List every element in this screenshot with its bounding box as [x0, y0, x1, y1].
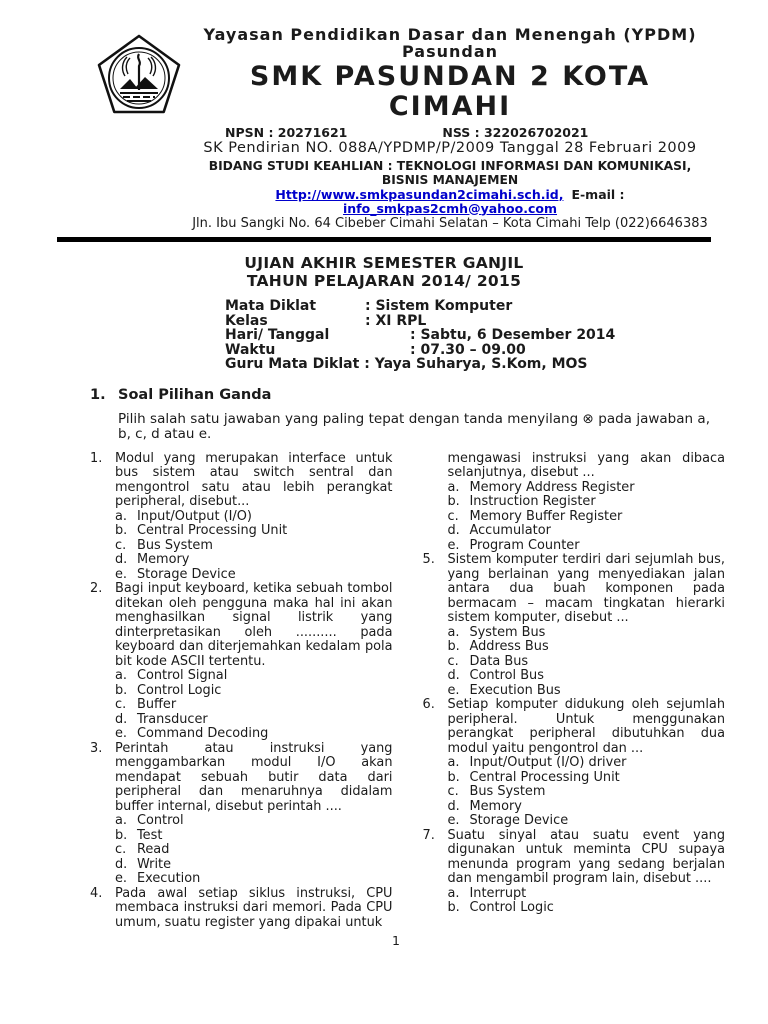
option-text: Bus System	[469, 784, 546, 800]
option-item	[115, 872, 393, 887]
nss-number: NSS : 322026702021	[442, 125, 589, 140]
foundation-name-line2: Pasundan	[401, 42, 499, 61]
options-list	[448, 756, 726, 829]
website-link[interactable]: Http://www.smkpasundan2cimahi.sch.id,	[275, 186, 564, 202]
option-text: Memory	[469, 798, 522, 814]
question-number: 2.	[90, 581, 103, 597]
question-text: Pada awal setiap siklus instruksi, CPU membaca instruksi dari memori. Pada CPU umum, suatu register yang dipakai untuk	[115, 885, 393, 930]
option-item	[448, 640, 726, 655]
option-text: Command Decoding	[137, 726, 269, 742]
question-text: Setiap komputer didukung oleh sejumlah peripheral. Untuk menggunakan perangkat peripheral dibutuhkan dua modul yaitu pengontrol dan ...	[447, 697, 725, 756]
question-body	[448, 829, 726, 916]
meta-row-mata-diklat	[225, 299, 768, 314]
option-letter: a.	[447, 755, 460, 771]
questions-area	[90, 452, 725, 931]
option-text: Execution	[137, 871, 201, 887]
question-item	[90, 452, 393, 583]
option-text: Control Signal	[137, 668, 228, 684]
foundation-name-line1: Yayasan Pendidikan Dasar dan Menengah (YPDM)	[203, 25, 697, 44]
question-item	[423, 553, 726, 698]
meta-row-kelas	[225, 314, 768, 329]
section-number: 1.	[90, 386, 106, 403]
question-body	[115, 742, 393, 887]
option-item	[448, 684, 726, 699]
options-list	[115, 510, 393, 583]
options-list	[448, 626, 726, 699]
section-title: Soal Pilihan Ganda	[118, 386, 272, 403]
option-letter: e.	[115, 726, 128, 742]
option-item	[448, 655, 726, 670]
option-text: Control	[137, 813, 184, 829]
option-letter: d.	[447, 523, 460, 539]
question-number	[423, 452, 448, 554]
option-item	[115, 727, 393, 742]
page-number: 1	[392, 933, 400, 949]
option-letter: b.	[447, 494, 460, 510]
question-text: Suatu sinyal atau suatu event yang digunakan untuk meminta CPU supaya menunda program yang sedang berjalan dan mengambil program lain, disebut ....	[447, 827, 725, 887]
option-letter: b.	[447, 769, 460, 785]
option-item	[448, 901, 726, 916]
exam-title	[0, 254, 768, 290]
question-body	[115, 887, 393, 931]
letterhead	[0, 26, 768, 231]
option-letter: b.	[115, 523, 128, 539]
option-letter: a.	[115, 668, 127, 684]
question-item	[423, 829, 726, 916]
questions-column-right	[423, 452, 726, 931]
option-item	[448, 800, 726, 815]
meta-row-waktu	[225, 343, 768, 358]
option-letter: c.	[115, 537, 127, 553]
option-letter: a.	[447, 885, 460, 901]
email-label: E-mail :	[571, 186, 625, 202]
option-letter: e.	[447, 682, 460, 698]
option-text: Data Bus	[469, 653, 529, 669]
option-item	[115, 713, 393, 728]
options-list	[448, 481, 726, 554]
option-text: Transducer	[137, 711, 208, 727]
option-text: Central Processing Unit	[469, 769, 620, 785]
option-letter: c.	[447, 784, 459, 800]
contact-links	[190, 188, 710, 216]
option-item	[115, 814, 393, 829]
option-text: Memory Buffer Register	[469, 508, 623, 524]
options-list	[448, 887, 726, 916]
option-text: Instruction Register	[469, 494, 596, 510]
school-ids	[190, 125, 710, 140]
option-text: Interrupt	[469, 885, 527, 901]
option-text: Control Logic	[469, 900, 554, 916]
option-text: Address Bus	[469, 639, 549, 655]
option-item	[448, 626, 726, 641]
option-item	[115, 858, 393, 873]
option-letter: a.	[115, 813, 127, 829]
option-text: Control Bus	[469, 668, 544, 684]
question-item	[423, 698, 726, 829]
option-text: Memory Address Register	[469, 479, 635, 495]
email-link[interactable]: info_smkpas2cmh@yahoo.com	[342, 200, 558, 216]
option-letter: e.	[447, 813, 460, 829]
school-logo	[95, 32, 183, 122]
option-letter: c.	[115, 842, 127, 858]
option-item	[448, 495, 726, 510]
questions-column-left	[90, 452, 393, 931]
question-number: 6.	[422, 697, 435, 713]
question-item	[90, 582, 393, 742]
option-text: Execution Bus	[469, 682, 561, 698]
pasundan-emblem-icon	[95, 32, 183, 122]
header-divider	[57, 237, 711, 242]
option-item	[448, 510, 726, 525]
question-text: Perintah atau instruksi yang menggambarkan modul I/O akan mendapat sebuah butir data dari peripheral dan menaruhnya didalam buffer internal, disebut perintah ....	[115, 740, 393, 814]
option-item	[115, 539, 393, 554]
option-letter: d.	[447, 668, 460, 684]
school-name: SMK PASUNDAN 2 KOTA CIMAHI	[249, 61, 651, 122]
option-letter: b.	[115, 682, 128, 698]
option-letter: b.	[447, 900, 460, 916]
option-letter: e.	[115, 871, 128, 887]
option-item	[448, 539, 726, 554]
option-letter: d.	[115, 552, 128, 568]
option-text: Central Processing Unit	[137, 523, 288, 539]
option-item	[115, 698, 393, 713]
question-text: Bagi input keyboard, ketika sebuah tombol ditekan oleh pengguna maka hal ini akan menghasilkan signal listrik yang dinterpretasikan oleh .......... pada keyboard dan diterjemahkan kedalam pola bit kode ASCII tertentu.	[115, 581, 393, 669]
meta-label: Kelas	[225, 312, 268, 329]
meta-value: : Sabtu, 6 Desember 2014	[410, 327, 616, 344]
option-text: Write	[137, 856, 172, 872]
options-list	[115, 669, 393, 742]
section-heading	[90, 387, 768, 403]
option-item	[115, 684, 393, 699]
exam-meta	[225, 299, 768, 372]
sk-pendirian-line: SK Pendirian NO. 088A/YPDMP/P/2009 Tanggal 28 Februari 2009	[203, 140, 697, 156]
exam-title-line1: UJIAN AKHIR SEMESTER GANJIL	[244, 254, 524, 272]
option-text: Bus System	[137, 537, 213, 553]
option-item	[448, 481, 726, 496]
option-letter: d.	[115, 711, 128, 727]
question-text: Modul yang merupakan interface untuk bus sistem atau switch sentral dan mengontrol satu atau lebih perangkat peripheral, disebut...	[115, 450, 393, 510]
option-text: Input/Output (I/O)	[137, 508, 252, 524]
option-letter: a.	[115, 508, 127, 524]
option-letter: d.	[447, 798, 460, 814]
meta-value: : Sistem Komputer	[365, 298, 513, 314]
option-item	[115, 568, 393, 583]
option-letter: a.	[447, 624, 460, 640]
section-instruction: Pilih salah satu jawaban yang paling tepat dengan tanda menyilang ⊗ pada jawaban a, b, c, d atau e.	[118, 410, 710, 442]
option-text: Buffer	[137, 697, 177, 713]
option-item	[115, 843, 393, 858]
option-item	[448, 771, 726, 786]
meta-value: : Yaya Suharya, S.Kom, MOS	[364, 356, 588, 373]
meta-row-guru	[225, 357, 768, 372]
school-address: Jln. Ibu Sangki No. 64 Cibeber Cimahi Selatan – Kota Cimahi Telp (022)6646383	[192, 215, 708, 231]
option-text: Storage Device	[469, 813, 569, 829]
exam-title-line2: TAHUN PELAJARAN 2014/ 2015	[246, 272, 522, 290]
option-text: Test	[137, 827, 163, 843]
question-body	[448, 452, 726, 554]
option-item	[448, 524, 726, 539]
option-text: Program Counter	[469, 537, 580, 553]
meta-row-hari-tanggal	[225, 328, 768, 343]
options-list	[115, 814, 393, 887]
option-text: Input/Output (I/O) driver	[469, 755, 627, 771]
option-item	[115, 669, 393, 684]
question-text: Sistem komputer terdiri dari sejumlah bus, yang berlainan yang menyediakan jalan antara dua buah komponen pada bermacam – macam tingkatan hierarki sistem komputer, disebut ...	[447, 552, 725, 626]
meta-value: : 07.30 – 09.00	[410, 341, 526, 358]
question-item	[90, 742, 393, 887]
option-item	[115, 524, 393, 539]
option-text: Read	[137, 842, 170, 858]
option-item	[448, 887, 726, 902]
question-number: 7.	[422, 827, 435, 843]
option-text: System Bus	[469, 624, 546, 640]
question-body	[115, 452, 393, 583]
option-item	[448, 785, 726, 800]
option-item	[115, 829, 393, 844]
option-item	[448, 669, 726, 684]
question-number: 4.	[90, 885, 103, 901]
option-letter: e.	[115, 566, 128, 582]
question-number: 3.	[90, 740, 103, 756]
meta-value: : XI RPL	[365, 312, 427, 329]
question-number: 1.	[90, 450, 103, 466]
npsn-number: NPSN : 20271621	[225, 125, 348, 140]
option-text: Memory	[137, 552, 190, 568]
option-item	[115, 553, 393, 568]
option-letter: d.	[115, 856, 128, 872]
option-text: Storage Device	[137, 566, 236, 582]
option-text: Accumulator	[469, 523, 551, 539]
meta-label: Mata Diklat	[225, 298, 317, 314]
option-letter: c.	[115, 697, 127, 713]
option-letter: e.	[447, 537, 460, 553]
option-item	[448, 756, 726, 771]
question-text: mengawasi instruksi yang akan dibaca selanjutnya, disebut ...	[447, 450, 725, 481]
meta-label: Hari/ Tanggal	[225, 327, 330, 344]
option-letter: a.	[447, 479, 460, 495]
bidang-studi-line: BIDANG STUDI KEAHLIAN : TEKNOLOGI INFORMASI DAN KOMUNIKASI, BISNIS MANAJEMEN	[208, 158, 692, 187]
question-item	[90, 887, 393, 931]
option-letter: c.	[447, 653, 459, 669]
option-text: Control Logic	[137, 682, 222, 698]
question-item	[423, 452, 726, 554]
meta-label: Waktu	[225, 341, 276, 358]
letterhead-text	[190, 26, 710, 231]
question-body	[115, 582, 393, 742]
option-item	[115, 510, 393, 525]
option-item	[448, 814, 726, 829]
question-body	[448, 553, 726, 698]
meta-label: Guru Mata Diklat	[225, 356, 360, 373]
question-body	[448, 698, 726, 829]
option-letter: b.	[447, 639, 460, 655]
option-letter: c.	[447, 508, 459, 524]
question-number: 5.	[422, 552, 435, 568]
option-letter: b.	[115, 827, 128, 843]
